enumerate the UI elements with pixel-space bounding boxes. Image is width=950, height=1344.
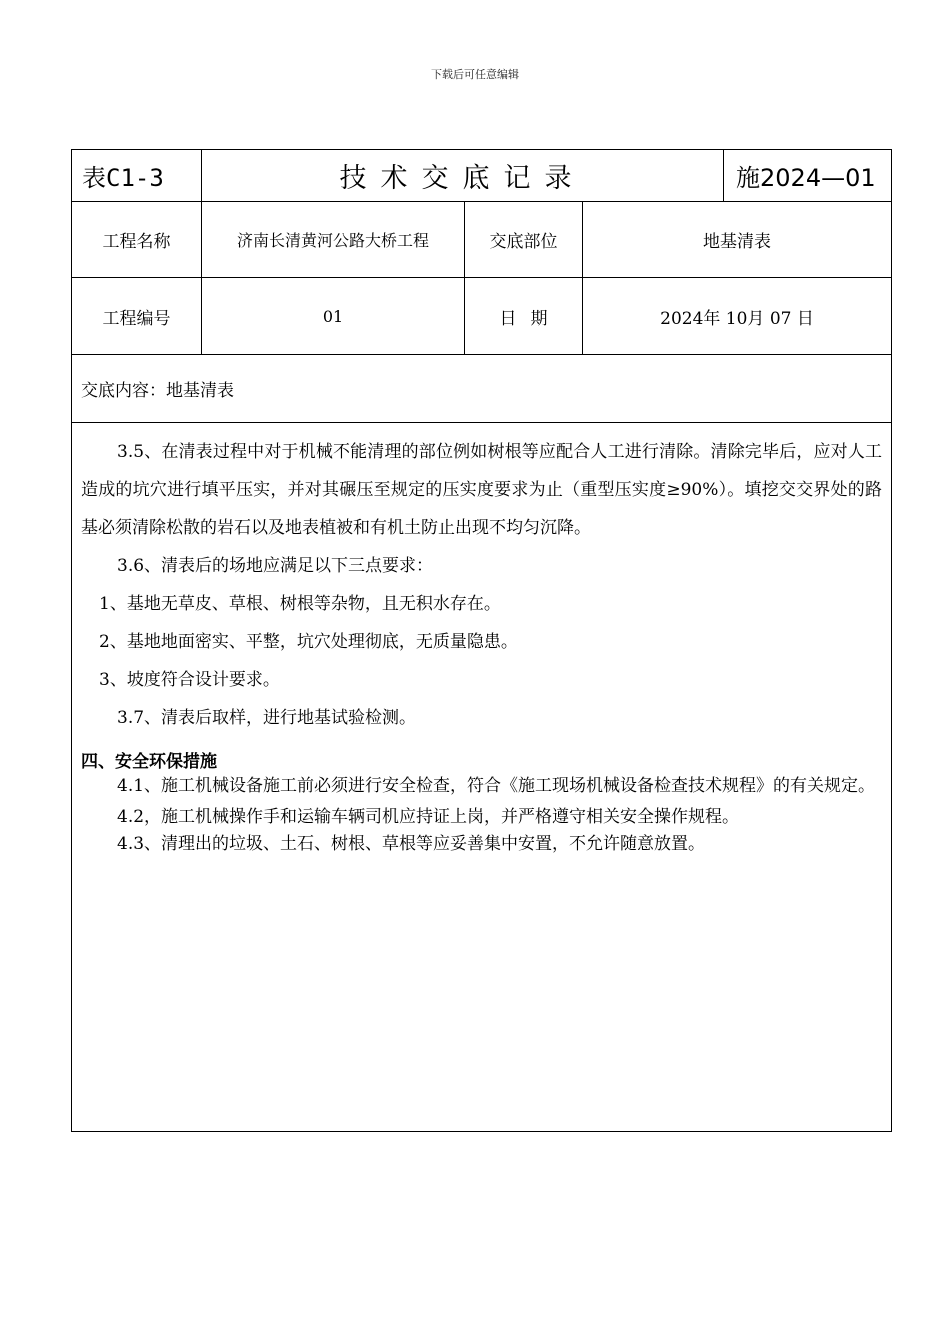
technical-disclosure-table	[71, 149, 892, 1132]
number-date-row	[72, 278, 892, 355]
paragraph-3-6: 3.6、清表后的场地应满足以下三点要求：	[117, 556, 434, 576]
date-label: 日期	[465, 278, 583, 355]
disclosure-part-value: 地基清表	[583, 202, 892, 278]
section-4-heading: 四、安全环保措施	[81, 752, 217, 772]
header-note: 下载后可任意编辑	[431, 68, 519, 81]
paragraph-4-2: 4.2，施工机械操作手和运输车辆司机应持证上岗，并严格遵守相关安全操作规程。	[117, 807, 740, 827]
project-name-value: 济南长清黄河公路大桥工程	[202, 202, 465, 278]
summary-row	[72, 355, 892, 423]
form-title: 技术交底记录	[202, 150, 724, 202]
project-number-value: 01	[202, 278, 465, 355]
requirement-item-1: 1、基地无草皮、草根、树根等杂物，且无积水存在。	[99, 594, 501, 614]
project-name-label: 工程名称	[72, 202, 202, 278]
disclosure-summary: 交底内容：地基清表	[72, 355, 892, 423]
document-code: 施2024—01	[724, 150, 892, 202]
form-number: 表C1-3	[72, 150, 202, 202]
requirement-item-2: 2、基地地面密实、平整，坑穴处理彻底，无质量隐患。	[99, 632, 518, 652]
paragraph-3-7: 3.7、清表后取样，进行地基试验检测。	[117, 708, 417, 728]
disclosure-content	[72, 423, 892, 1132]
content-row	[72, 423, 892, 1132]
project-number-label: 工程编号	[72, 278, 202, 355]
date-value: 2024年 10月 07 日	[583, 278, 892, 355]
requirement-item-3: 3、坡度符合设计要求。	[99, 670, 280, 690]
paragraph-3-5: 3.5、在清表过程中对于机械不能清理的部位例如树根等应配合人工进行清除。清除完毕后，应对人工造成的坑穴进行填平压实，并对其碾压至规定的压实度要求为止（重型压实度≥90%）。填挖交交界处的路基必须清除松散的岩石以及地表植被和有机土防止出现不均匀沉降。	[81, 442, 883, 538]
title-row	[72, 150, 892, 202]
paragraph-4-1: 4.1、施工机械设备施工前必须进行安全检查，符合《施工现场机械设备检查技术规程》的有关规定。	[117, 776, 876, 796]
project-row	[72, 202, 892, 278]
paragraph-4-3: 4.3、清理出的垃圾、土石、树根、草根等应妥善集中安置，不允许随意放置。	[117, 834, 706, 854]
disclosure-part-label: 交底部位	[465, 202, 583, 278]
